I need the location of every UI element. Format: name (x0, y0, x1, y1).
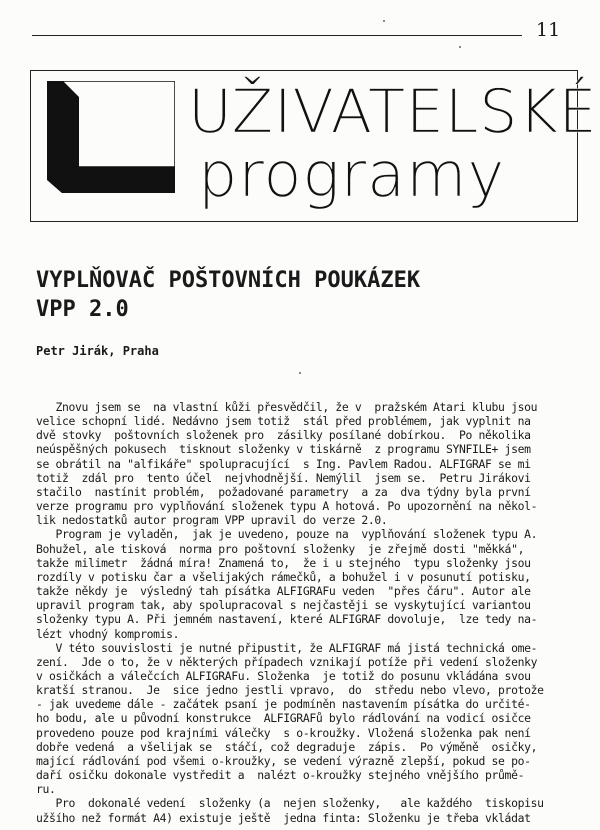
article-title-line-1: VYPLŇOVAČ POŠTOVNÍCH POUKÁZEK (36, 268, 421, 293)
body-text-line: ru. (36, 782, 56, 797)
body-text-line: daří osičku dokonale vystředit a nalézt o-kroužky stejného vnějšího průmě- (36, 768, 525, 783)
article-body (36, 400, 560, 825)
body-text-line: v osičkách a válečcích ALFIGRAFu. Složenka je totiž do posunu vkládána svou (36, 668, 531, 683)
body-text-line: Pro dokonalé vedení složenky (a nejen složenky, ale každého tiskopisu (36, 796, 544, 811)
body-text-line: dvě stovky poštovních složenek pro zásilky posílané dobírkou. Po několika (36, 428, 531, 443)
body-text-line: verze programu pro vyplňování složenek typu A hotová. Po upozornění na někol- (36, 499, 538, 514)
body-text-line: složenky typu A. Při jemném nastavení, které ALFIGRAF dovoluje, lze tedy na- (36, 612, 538, 627)
body-text-line: se obrátil na "alfikáře" spolupracující s Ing. Pavlem Radou. ALFIGRAF se mi (36, 456, 531, 471)
article-author: Petr Jirák, Praha (36, 344, 159, 358)
body-text-line: užšího než formát A4) existuje ještě jedna finta: Složenku je třeba vkládat (36, 810, 531, 825)
body-text-line: Program je vyladěn, jak je uvedeno, pouze na vyplňování složenek typu A. (36, 527, 538, 542)
body-text-line: totiž zdál pro tento účel nejvhodnější. Nemýlil jsem se. Petru Jirákovi (36, 470, 531, 485)
scan-speck (459, 46, 461, 48)
body-text-line: lézt vhodný kompromis. (36, 626, 180, 641)
body-text-line: lik nedostatků autor program VPP upravil do verze 2.0. (36, 513, 388, 528)
header-rule (32, 35, 522, 36)
body-text-line: provedeno pouze pod krajními válečky s o-kroužky. Vložená složenka pak není (36, 725, 531, 740)
section-banner (30, 70, 598, 222)
body-text-line: mající rádlování pod všemi o-kroužky, se vedení výrazně zlepší, pokud se po- (36, 753, 531, 768)
body-text-line: takže milimetr žádná míra! Znamená to, že i u stejného typu složenky jsou (36, 555, 531, 570)
scan-speck (299, 372, 301, 374)
body-text-line: stačilo nastínit problém, požadované parametry a za dva týdny byla první (36, 484, 531, 499)
body-text-line: ho bodu, ale u původní konstrukce ALFIGRAFů bylo rádlování na vodicí osičce (36, 711, 531, 726)
body-text-line: Znovu jsem se na vlastní kůži přesvědčil, že v pražském Atari klubu jsou (36, 400, 538, 414)
body-text-line: zení. Jde o to, že v některých případech vznikají potíže při vedení složenky (36, 654, 538, 669)
article-title-line-2: VPP 2.0 (36, 297, 129, 322)
body-text-line: V této souvislosti je nutné připustit, že ALFIGRAF má jistá technická ome- (36, 640, 538, 655)
scan-speck (383, 20, 385, 22)
body-text-line: Bohužel, ale tisková norma pro poštovní složenky je zřejmě dosti "měkká", (36, 541, 525, 556)
body-text-line: takže někdy je výsledný tah písátka ALFIGRAFu veden "přes čáru". Autor ale (36, 584, 531, 599)
body-text-line: - jak uvedeme dále - začátek psaní je podmíněn nastavením písátka do určité- (36, 697, 531, 712)
square-logo-icon (47, 81, 175, 193)
article-title (36, 266, 420, 324)
page-number: 11 (536, 19, 561, 41)
body-text-line: dobře vedená a všelijak se stáčí, což degraduje zápis. Po výměně osičky, (36, 739, 538, 754)
body-text-line: rozdíly v potisku čar a všelijakých rámečků, a bohužel i v posunutí potisku, (36, 569, 531, 584)
banner-title-line-2: programy (198, 138, 506, 211)
body-text-line: upravil program tak, aby spolupracoval s nejčastěji se vyskytující variantou (36, 598, 531, 613)
banner-title-line-1: UŽIVATELSKÉ (188, 77, 598, 147)
body-text-line: velice schopní lidé. Nedávno jsem totiž stál před problémem, jak vyplnit na (36, 414, 531, 429)
body-text-line: neúspěšných pokusech tisknout složenky v tiskárně z programu SYNFILE+ jsem (36, 442, 531, 457)
body-text-line: kratší stranou. Je sice jedno jestli vpravo, do středu nebo vlevo, protože (36, 683, 544, 698)
